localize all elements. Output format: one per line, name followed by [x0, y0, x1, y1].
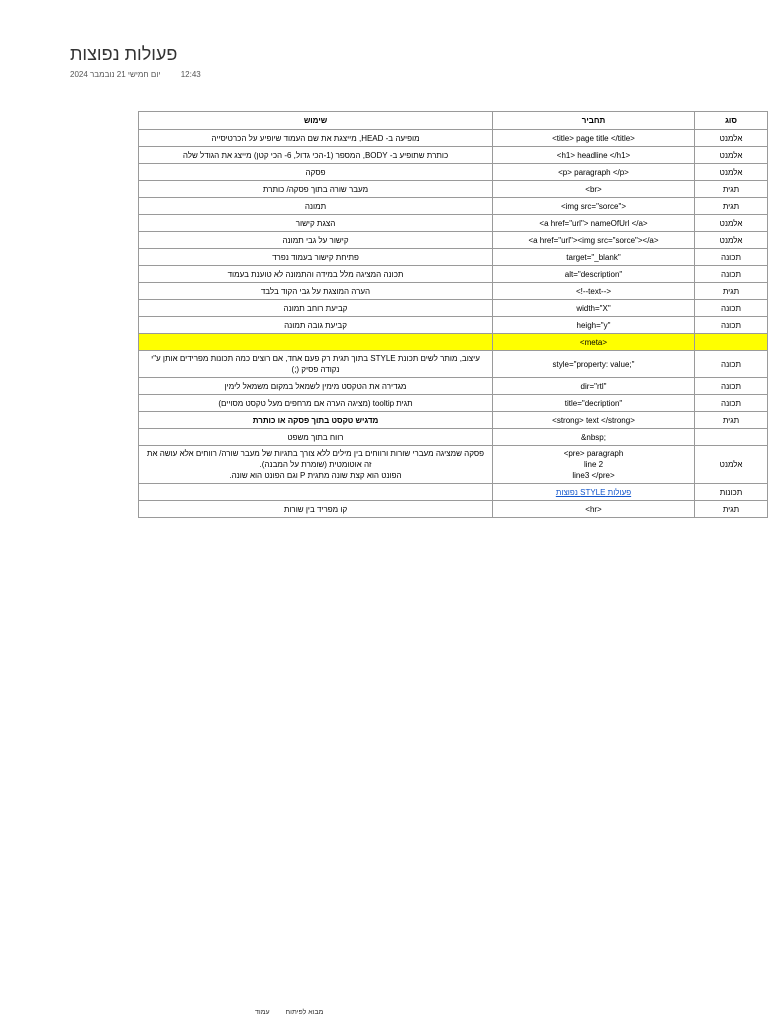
cell-usage: מדגיש טקסט בתוך פסקה או כותרת [139, 412, 493, 429]
cell-usage: כותרת שתופיע ב- BODY, המספר (1-הכי גדול, 6- הכי קטן) מייצג את הגודל שלה [139, 147, 493, 164]
cell-syntax: <meta> [493, 334, 695, 351]
header-usage: שימוש [139, 112, 493, 130]
cell-syntax: <br> [493, 181, 695, 198]
table-row [139, 164, 768, 181]
cell-syntax: <a href="url"><img src="sorce"></a> [493, 232, 695, 249]
cell-usage: מעבר שורה בתוך פסקה/ כותרת [139, 181, 493, 198]
table-row [139, 147, 768, 164]
table-row [139, 283, 768, 300]
cell-usage: קו מפריד בין שורות [139, 501, 493, 518]
cell-type: תגית [695, 501, 768, 518]
style-link[interactable]: פעולות STYLE נפוצות [555, 487, 632, 497]
cell-usage: קביעת רוחב תמונה [139, 300, 493, 317]
cell-usage: הערה המוצגת על גבי הקוד בלבד [139, 283, 493, 300]
cell-syntax: <h1> headline </h1> [493, 147, 695, 164]
cell-usage: מופיעה ב- HEAD, מייצגת את שם העמוד שיופיע על הכרטיסייה [139, 130, 493, 147]
cell-usage [139, 484, 493, 501]
cell-syntax: <p> paragraph </p> [493, 164, 695, 181]
table-row [139, 181, 768, 198]
cell-type: אלמנט [695, 232, 768, 249]
cell-usage [139, 334, 493, 351]
html-cheatsheet-table [138, 111, 768, 518]
cell-type: תגית [695, 283, 768, 300]
table-row-highlighted [139, 334, 768, 351]
cell-type: אלמנט [695, 147, 768, 164]
cell-syntax [493, 484, 695, 501]
page-meta [70, 70, 201, 79]
cell-usage: פסקה [139, 164, 493, 181]
cell-type: תכונה [695, 317, 768, 334]
cell-type: תכונה [695, 266, 768, 283]
cell-type: תכונה [695, 395, 768, 412]
cell-type: אלמנט [695, 215, 768, 232]
page-footer [255, 1009, 323, 1016]
cell-type: תכונות [695, 484, 768, 501]
cell-syntax: target="_blank" [493, 249, 695, 266]
cell-type [695, 429, 768, 446]
header-syntax: תחביר [493, 112, 695, 130]
cell-usage: עיצוב, מותר לשים תכונת STYLE בתוך תגית רק פעם אחד, אם רוצים כמה תכונות מפרידים אותן ע"י נקודה פסיק (;) [139, 351, 493, 378]
page-date: יום חמישי 21 נובמבר 2024 [70, 70, 161, 79]
table-row [139, 232, 768, 249]
table-row [139, 412, 768, 429]
cell-type: תכונה [695, 351, 768, 378]
cell-syntax: dir="rtl" [493, 378, 695, 395]
footer-page: עמוד [255, 1009, 270, 1016]
cell-usage: הצגת קישור [139, 215, 493, 232]
cell-usage: תכונה המציגה מלל במידה והתמונה לא טוענת בעמוד [139, 266, 493, 283]
cell-usage: תמונה [139, 198, 493, 215]
table-row [139, 317, 768, 334]
cell-syntax: <hr> [493, 501, 695, 518]
table-row [139, 300, 768, 317]
cell-type: תכונה [695, 378, 768, 395]
table-row [139, 215, 768, 232]
cell-usage: מגדירה את הטקסט מימין לשמאל במקום משמאל לימין [139, 378, 493, 395]
table-row [139, 446, 768, 484]
table-row [139, 130, 768, 147]
cell-type: אלמנט [695, 130, 768, 147]
cell-syntax: style="property: value;" [493, 351, 695, 378]
footer-course: מבוא לפיתוח [285, 1009, 324, 1016]
table-header-row [139, 112, 768, 130]
cell-syntax: &nbsp; [493, 429, 695, 446]
table-row [139, 395, 768, 412]
cell-type: תכונה [695, 300, 768, 317]
cell-type [695, 334, 768, 351]
table-row [139, 378, 768, 395]
table-row [139, 501, 768, 518]
table-row [139, 198, 768, 215]
table-row [139, 266, 768, 283]
cell-type: תגית [695, 198, 768, 215]
cell-usage: קביעת גובה תמונה [139, 317, 493, 334]
cell-usage: פתיחת קישור בעמוד נפרד [139, 249, 493, 266]
cell-syntax: title="decription" [493, 395, 695, 412]
cell-type: תגית [695, 412, 768, 429]
cell-type: תגית [695, 181, 768, 198]
page-title: פעולות נפוצות [70, 44, 178, 64]
cell-usage: קישור על גבי תמונה [139, 232, 493, 249]
table-row [139, 249, 768, 266]
cell-syntax: heigh="y" [493, 317, 695, 334]
cell-type: אלמנט [695, 446, 768, 484]
cell-syntax: <title> page title </title> [493, 130, 695, 147]
cell-type: אלמנט [695, 164, 768, 181]
cell-syntax: <a href="url"> nameOfUrl </a> [493, 215, 695, 232]
cell-syntax: <img src="sorce"> [493, 198, 695, 215]
cell-usage: תגית tooltip (מציגה הערה אם מרחפים מעל טקסט מסויים) [139, 395, 493, 412]
cell-usage: פסקה שמציגה מעברי שורות ורווחים בין מילים ללא צורך בתגיות של מעבר שורה/ רווחים אלא עושה את זה אוטומטית (שומרת על המבנה). הפונט הוא קצת שונה מתגית P וגם הפונט הוא שונה. [139, 446, 493, 484]
table-row [139, 484, 768, 501]
page-time: 12:43 [180, 70, 201, 79]
cell-syntax: alt="description" [493, 266, 695, 283]
cell-syntax: <pre> paragraph line 2 line3 </pre> [493, 446, 695, 484]
cell-type: תכונה [695, 249, 768, 266]
table-row [139, 429, 768, 446]
cell-syntax: <strong> text </strong> [493, 412, 695, 429]
table-row [139, 351, 768, 378]
cell-syntax: width="X" [493, 300, 695, 317]
cell-usage: רווח בתוך משפט [139, 429, 493, 446]
cell-syntax: <!--text--> [493, 283, 695, 300]
header-type: סוג [695, 112, 768, 130]
